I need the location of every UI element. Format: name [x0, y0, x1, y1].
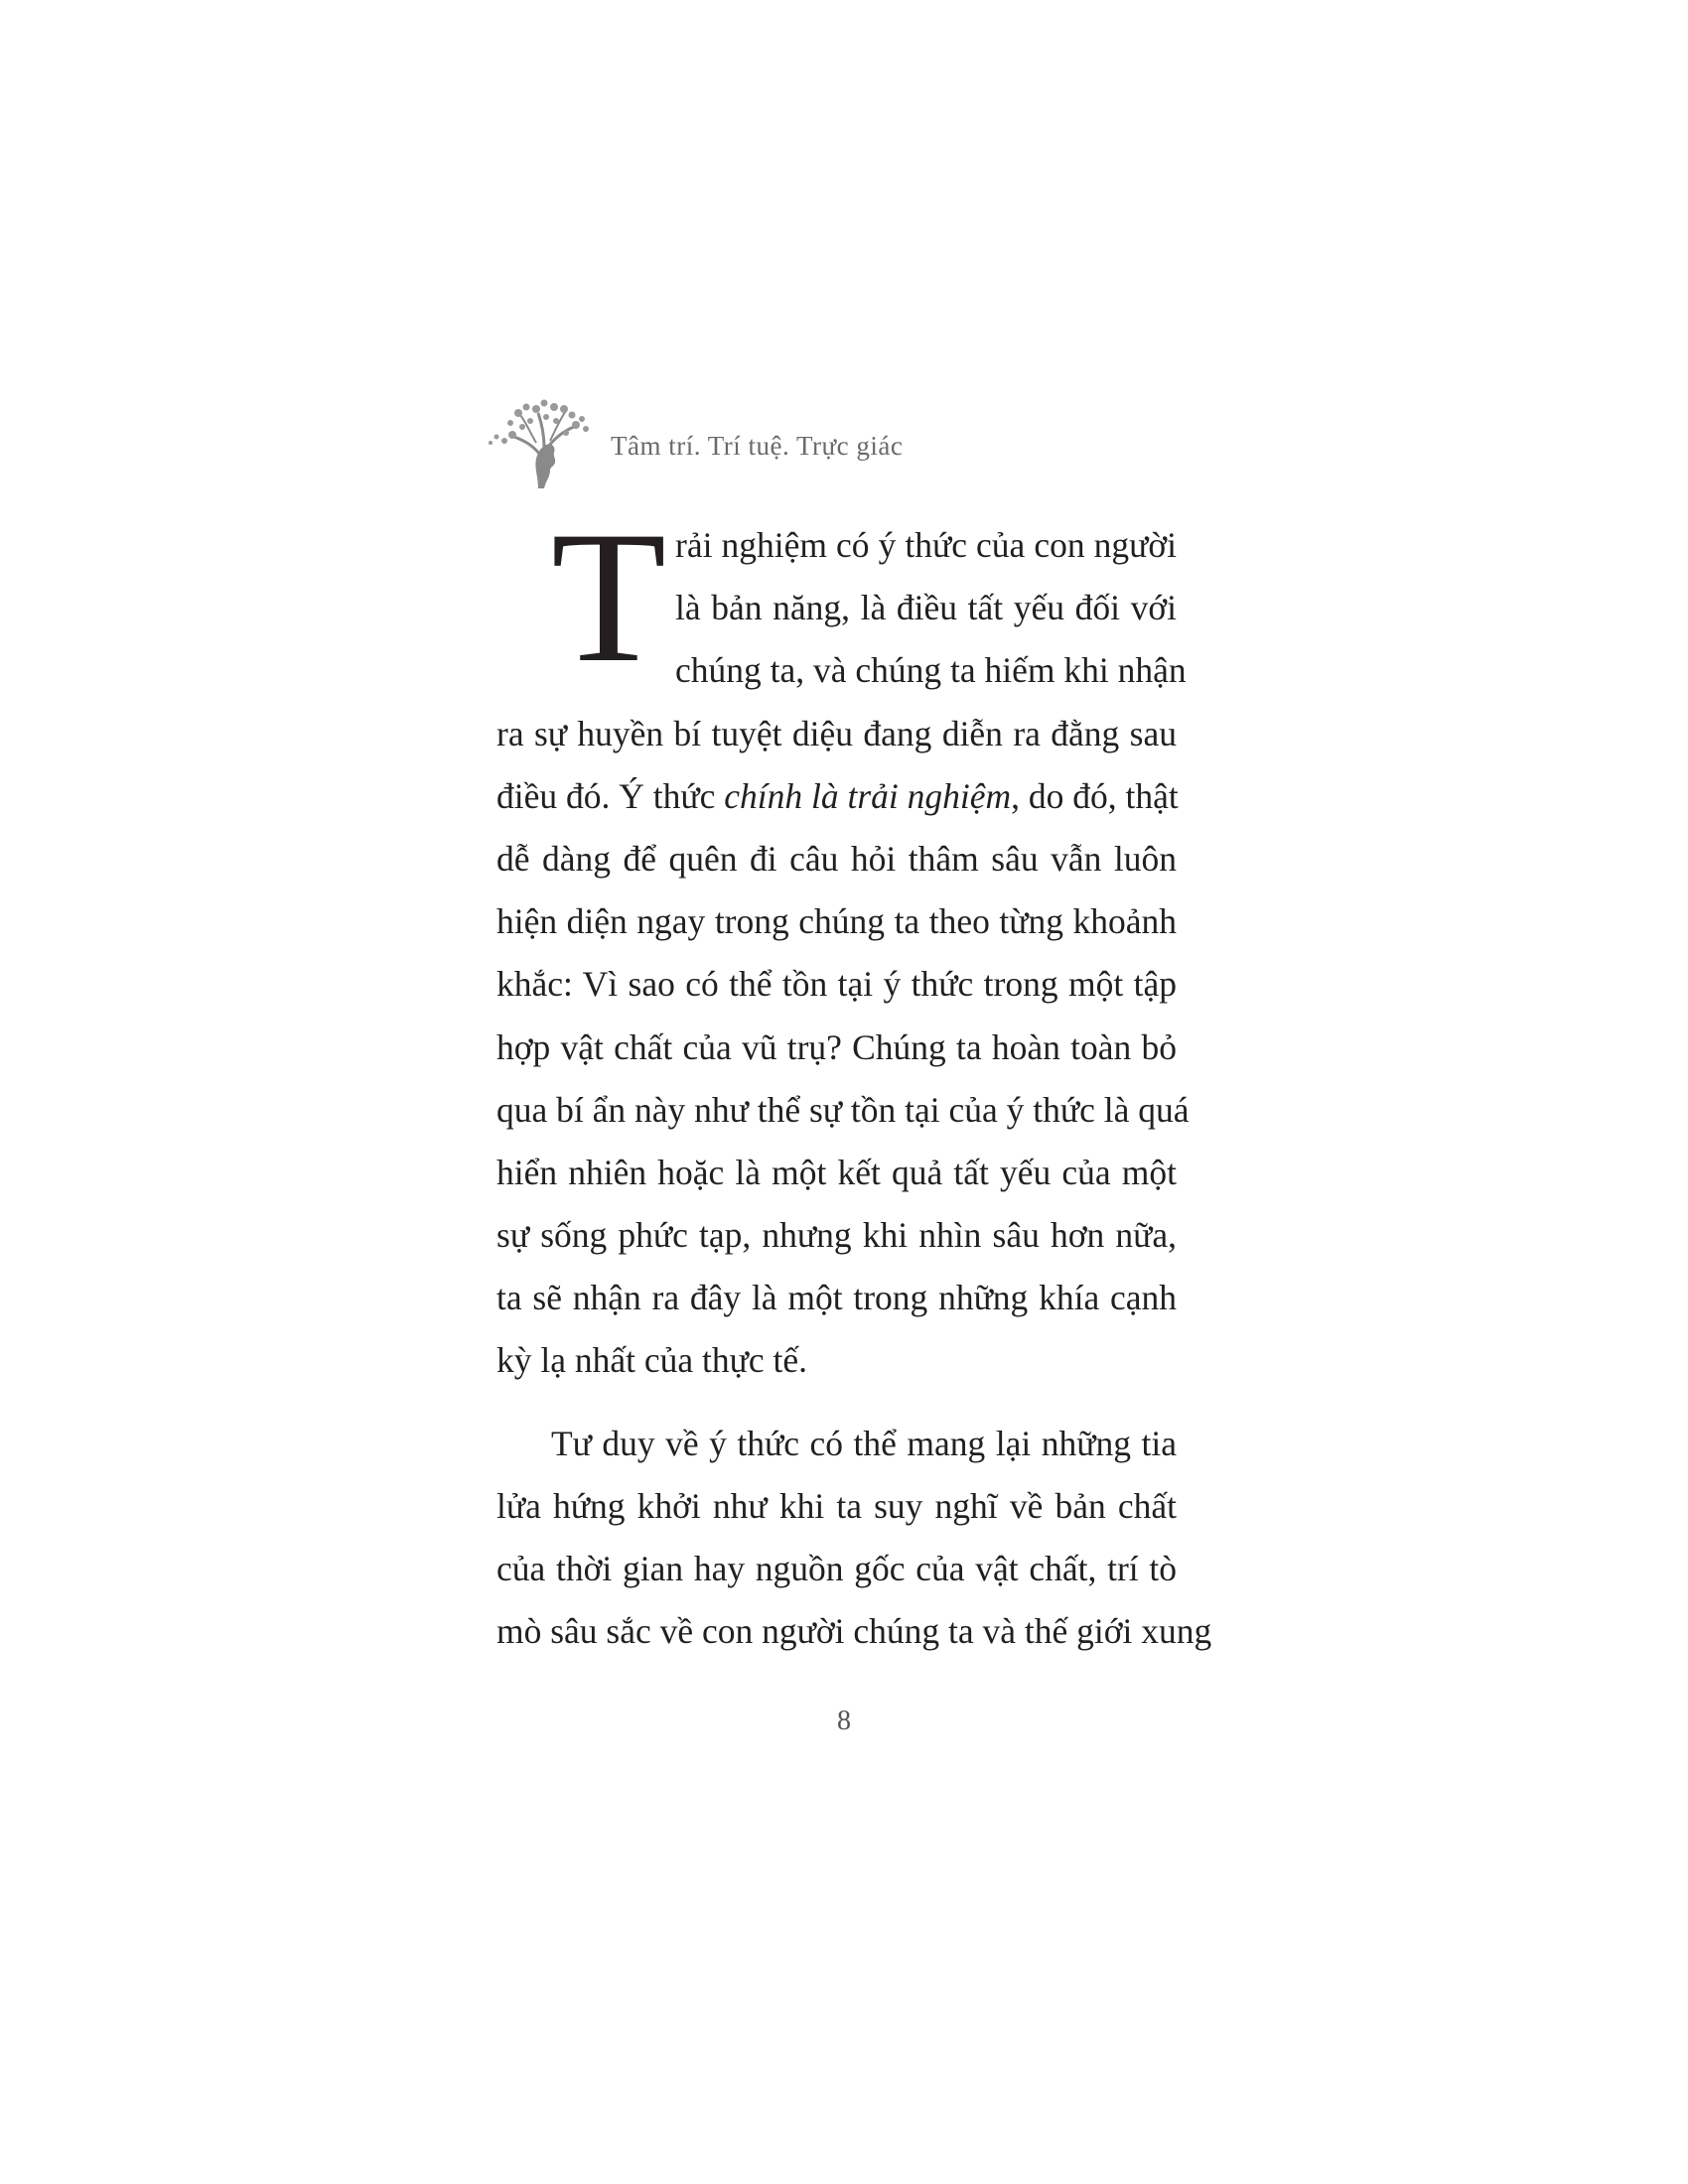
text-line: sự sống phức tạp, nhưng khi nhìn sâu hơn nữa, — [496, 1215, 1177, 1256]
text-line: kỳ lạ nhất của thực tế. — [496, 1340, 807, 1381]
body-text — [496, 493, 1212, 1663]
page-number: 8 — [837, 1706, 851, 1736]
text-line: Tư duy về ý thức có thể mang lại những tia — [551, 1423, 1177, 1463]
text-line: ta sẽ nhận ra đây là một trong những khía cạnh — [496, 1278, 1177, 1318]
tree-head-icon — [487, 397, 596, 492]
text-line: khắc: Vì sao có thể tồn tại ý thức trong một tập — [496, 964, 1177, 1005]
text-line: hiển nhiên hoặc là một kết quả tất yếu của một — [496, 1152, 1177, 1192]
emphasis-text: chính là trải nghiệm — [724, 775, 1012, 816]
paragraph-2 — [496, 1413, 1212, 1664]
text-run: , do đó, thật — [1011, 775, 1179, 816]
text-line: chúng ta, và chúng ta hiếm khi nhận — [675, 650, 1187, 691]
paragraph-1 — [496, 493, 1190, 1393]
drop-cap: T — [551, 493, 667, 702]
running-head: Tâm trí. Trí tuệ. Trực giác — [611, 431, 904, 461]
text-line: qua bí ẩn này như thể sự tồn tại của ý thức là quá — [496, 1089, 1190, 1130]
text-line: ra sự huyền bí tuyệt diệu đang diễn ra đằng sau — [496, 713, 1177, 753]
text-run: điều đó. Ý thức — [496, 775, 725, 816]
text-line: của thời gian hay nguồn gốc của vật chất, trí tò — [496, 1549, 1177, 1588]
text-line: dễ dàng để quên đi câu hỏi thâm sâu vẫn luôn — [496, 838, 1177, 879]
text-line: rải nghiệm có ý thức của con người — [675, 525, 1177, 565]
text-line: hiện diện ngay trong chúng ta theo từng khoảnh — [496, 901, 1177, 942]
text-line: là bản năng, là điều tất yếu đối với — [675, 588, 1177, 628]
text-line: hợp vật chất của vũ trụ? Chúng ta hoàn toàn bỏ — [496, 1026, 1177, 1067]
text-line: lửa hứng khởi như khi ta suy nghĩ về bản chất — [496, 1485, 1177, 1526]
text-line: mò sâu sắc về con người chúng ta và thế giới xung — [496, 1611, 1212, 1652]
text-line — [496, 765, 1177, 828]
page-header — [487, 397, 1182, 496]
